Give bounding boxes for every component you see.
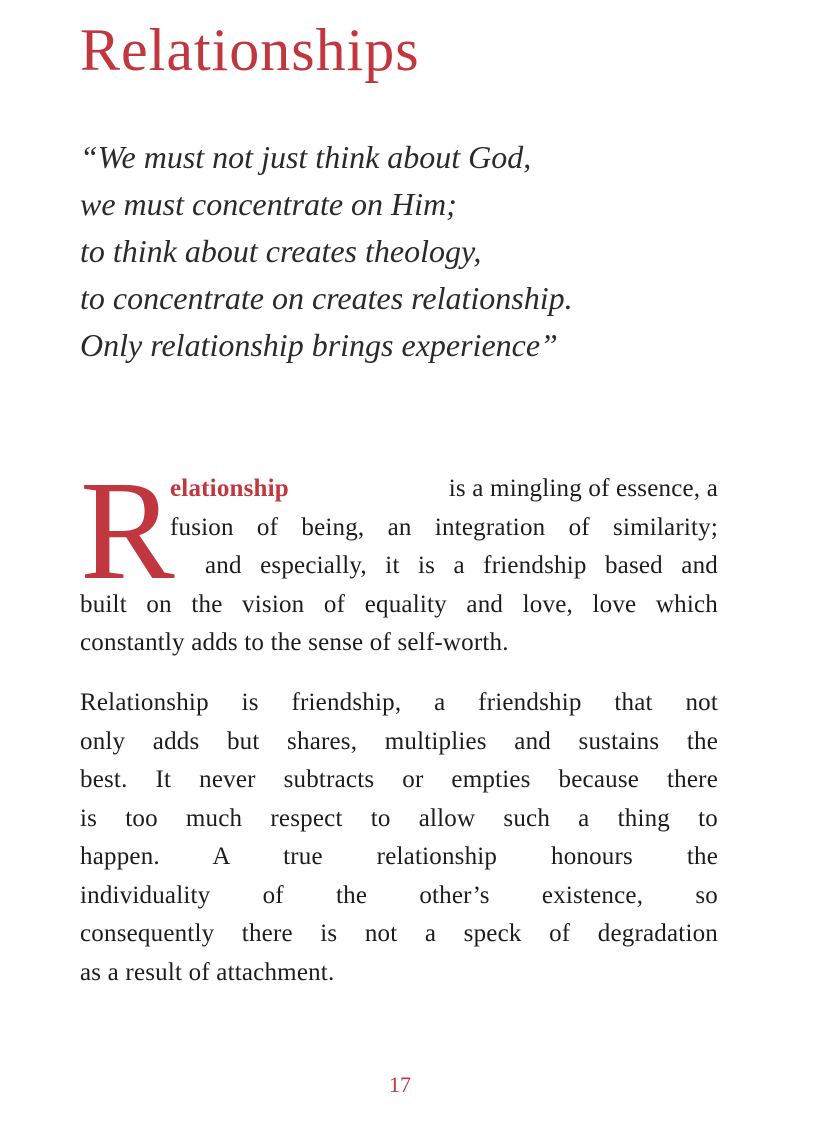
- lead-word: elationship: [170, 475, 289, 502]
- paragraph-line: built on the vision of equality and love, love which: [80, 590, 718, 618]
- paragraph-line: happen. A true relationship honours the: [80, 843, 718, 870]
- paragraph-line: [80, 470, 718, 509]
- paragraph-line: as a result of attachment.: [80, 958, 335, 986]
- quote-line: “We must not just think about God,: [80, 139, 532, 175]
- paragraph-line: consequently there is not a speck of degradation: [80, 920, 718, 947]
- paragraph-line: fusion of being, an integration of similarity;: [170, 513, 718, 541]
- paragraph-line: is too much respect to allow such a thing to: [80, 804, 718, 832]
- paragraph-2: [80, 684, 718, 992]
- epigraph-quote: [80, 134, 573, 369]
- paragraph-line: individuality of the other’s existence, so: [80, 881, 718, 909]
- drop-cap-letter: R: [80, 451, 175, 609]
- quote-line: we must concentrate on Him;: [80, 186, 457, 222]
- paragraph-line-text: is a mingling of essence, a: [448, 475, 718, 502]
- paragraph-line: constantly adds to the sense of self-worth.: [80, 629, 509, 656]
- quote-line: to concentrate on creates relationship.: [80, 280, 573, 316]
- paragraph-line: best. It never subtracts or empties because there: [80, 766, 718, 793]
- quote-line: Only relationship brings experience”: [80, 327, 558, 363]
- page-number: 17: [389, 1072, 411, 1097]
- paragraph-line: only adds but shares, multiplies and sustains the: [80, 727, 718, 755]
- paragraph-1: [80, 470, 718, 663]
- page-title: Relationships: [80, 17, 420, 83]
- quote-line: to think about creates theology,: [80, 233, 482, 269]
- paragraph-line: and especially, it is a friendship based and: [205, 552, 718, 579]
- paragraph-line: Relationship is friendship, a friendship that not: [80, 689, 718, 716]
